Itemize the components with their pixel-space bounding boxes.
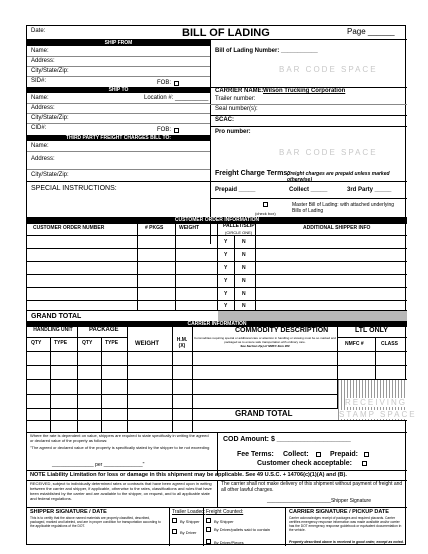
see-section-note: See Section 2(e) of NMFC Item 360 [240,344,290,348]
third-party-address: Address: [31,156,55,162]
barcode-space-2: BAR CODE SPACE [279,148,378,157]
no-option[interactable]: N [242,278,246,284]
col-line [50,337,51,432]
row-line [27,103,210,104]
ship-from-city: City/State/Zip: [31,68,69,74]
ship-from-address: Address: [31,58,55,64]
trailer-number: Trailer number: [215,96,256,102]
hm-header: H.M. (X) [176,337,188,349]
hu-qty-header: QTY [31,340,42,346]
trailer-by-shipper-label: By Shipper [180,519,200,524]
cod-amount: COD Amount: $ ___________________ [223,436,351,443]
freight-by-driver-pallets-checkbox[interactable] [206,527,211,532]
freight-by-driver-pallets-label: By Driver/pallets said to contain [214,527,271,532]
carrier-grand-total: GRAND TOTAL [235,409,293,418]
freight-counted-label: Freight Counted: [206,509,244,515]
fee-collect-checkbox[interactable] [316,452,321,457]
row-line [27,420,407,421]
col-additional-shipper-info: ADDITIONAL SHIPPER INFO [303,225,371,231]
declared-value-statement: "The agreed or declared value of the property is specifically stated by the shipper to be not exceeding [30,445,210,450]
no-option[interactable]: N [242,303,246,309]
row-line [27,66,210,67]
customer-check-checkbox[interactable] [362,461,367,466]
special-instructions: SPECIAL INSTRUCTIONS: [31,185,117,192]
col-customer-order-number: CUSTOMER ORDER NUMBER [33,225,105,231]
customer-check-label: Customer check acceptable: [257,460,352,467]
class-header: CLASS [381,341,398,347]
ship-from-bar: SHIP FROM [27,40,210,46]
row-line [27,300,407,301]
third-party-bar: THIRD PARTY FREIGHT CHARGES BILL TO: [27,135,210,141]
freight-terms-title: Freight Charge Terms: [215,170,290,177]
declared-value-per: _______________ per ______________" [52,462,145,468]
row-line [27,169,210,170]
ship-to-fob-label: FOB: [157,127,172,133]
bol-number-label: Bill of Lading Number: ___________ [215,48,318,54]
col-line [217,480,218,507]
row-line [210,104,407,105]
customer-grand-total: GRAND TOTAL [31,313,82,320]
pkg-type-header: TYPE [105,340,119,346]
yes-option[interactable]: Y [224,239,228,245]
yes-option[interactable]: Y [224,278,228,284]
row-line [27,113,210,114]
yes-option[interactable]: Y [224,303,228,309]
freight-by-shipper-checkbox[interactable] [206,518,211,523]
master-bol-text: Master Bill of Lading: with attached underlying Bills of Lading [292,202,395,214]
yes-option[interactable]: Y [224,265,228,271]
commodity-header: COMMODITY DESCRIPTION [235,327,329,334]
trailer-by-shipper-checkbox[interactable] [172,518,177,523]
stamp-space-label: STAMP SPACE [339,410,417,419]
row-line [27,507,407,508]
col-line [175,223,176,310]
fee-prepaid-checkbox[interactable] [364,452,369,457]
scac-label: SCAC: [215,117,234,123]
col-pkgs: # PKGS [145,225,164,231]
no-option[interactable]: N [242,252,246,258]
seal-numbers: Seal number(s): [215,106,258,112]
ship-to-name: Name: [31,95,49,101]
carrier-name-label: CARRIER NAME: [215,88,264,94]
row-line [27,123,210,124]
col-line [285,507,286,546]
carrier-info-bar: CARRIER INFORMATION [27,321,407,327]
ship-from-fob-label: FOB: [157,80,172,86]
ship-to-city: City/State/Zip: [31,115,69,121]
page-title: BILL OF LADING [182,27,270,39]
ship-from-sid: SID#: [31,78,47,84]
ship-to-fob-checkbox[interactable] [174,128,179,133]
col-pallet-slip: PALLET/SLIP [223,223,255,229]
pro-number-label: Pro number: [215,129,251,135]
page-number-label: Page ______ [347,27,395,36]
package-header: PACKAGE [89,327,119,333]
date-label: Date: [31,28,46,34]
liability-note: NOTE Liability Limitation for loss or damage in this shipment may be applicable. See 49 U.S.C. + 14706(c)(1)(A) and (B). [30,472,347,478]
carrier-name-value: Wilson Trucking Corporation [263,88,346,94]
fee-collect-label: Collect: [283,451,309,458]
no-option[interactable]: N [242,291,246,297]
shipper-signature-line: _______________________Shipper Signature [267,498,371,504]
col-line [169,507,170,546]
bill-of-lading-form [26,25,417,545]
row-line [27,76,210,77]
check-box-note: (check box) [255,211,276,216]
yes-option[interactable]: Y [224,291,228,297]
circle-one-note: (CIRCLE ONE) [225,230,253,235]
row-line [210,126,407,127]
ship-from-name: Name: [31,48,49,54]
col-line [101,337,102,432]
grand-total-shade [218,311,407,321]
col-line [217,432,218,475]
carrier-signature-title: CARRIER SIGNATURE / PICKUP DATE [289,509,389,515]
freight-by-driver-pieces-checkbox[interactable] [206,539,211,544]
received-text: RECEIVED, subject to individually determined rates or contracts that have been agreed upon in writing between the carrier and shipper, if applicable, otherwise to the rates, classifications and rules that have been established by the carrier and are available to the shipper, on request, and to all applicable state and federal regulations. [30,481,212,501]
fee-terms-label: Fee Terms: [237,451,274,458]
trailer-by-driver-label: By Driver [180,530,197,535]
row-line [27,394,337,395]
third-party-terms-label: 3rd Party _____ [347,187,392,193]
shipper-certify-text: This is to certify that the above named materials are properly classified, described, packaged, marked and labeled, and are in proper condition for transportation according to the applicable regulations of the DOT. [30,516,161,528]
col-weight: WEIGHT [179,225,199,231]
declared-value-text: Where the rate is dependent on value, shippers are required to state specifically in writing the agreed or declared value of the property as follows: [30,433,209,443]
carrier-certify-text: Carrier acknowledges receipt of packages and required placards. Carrier certifies emergency response information was made available and/or carrier has the DOT emergency response guidebook or equivalent documentation in the vehicle. [289,516,402,532]
ship-to-address: Address: [31,105,55,111]
row-line [27,56,210,57]
ship-to-location: Location #: __________ [144,95,209,101]
barcode-space-1: BAR CODE SPACE [279,65,378,74]
ship-to-cid: CID#: [31,125,47,131]
customer-order-bar: CUSTOMER ORDER INFORMATION [27,217,407,223]
delivery-text: The carrier shall not make delivery of this shipment without payment of freight and all other lawful charges. [221,481,403,493]
center-divider [210,39,211,244]
carrier-received-note: Property described above is received in good order, except as noted. [289,540,404,544]
row-line [27,274,407,275]
fee-prepaid-label: Prepaid: [330,451,359,458]
col-line [217,223,218,310]
no-option[interactable]: N [242,265,246,271]
nmfc-header: NMFC # [345,341,364,347]
handling-unit-header: HANDLING UNIT [33,327,73,333]
row-line [210,115,407,116]
master-bol-checkbox[interactable] [263,202,268,207]
weight-header: WEIGHT [135,341,159,347]
ship-from-fob-checkbox[interactable] [174,81,179,86]
row-line [210,198,407,199]
freight-terms-note: (freight charges are prepaid unless marked otherwise) [287,171,390,183]
prepaid-label: Prepaid _____ [215,187,256,193]
trailer-by-driver-checkbox[interactable] [172,529,177,534]
row-line [27,287,407,288]
row-line [27,365,407,366]
shipper-signature-title: SHIPPER SIGNATURE / DATE [30,509,107,515]
ltl-only-header: LTL ONLY [355,327,388,334]
row-line [27,248,407,249]
row-line [27,351,407,352]
col-line [234,235,235,310]
row-line [27,470,407,471]
no-option[interactable]: N [242,239,246,245]
receiving-label: RECEIVING [345,398,408,407]
yes-option[interactable]: Y [224,252,228,258]
freight-by-driver-pieces-label: By Driver/Pieces [214,540,244,545]
col-line [137,223,138,310]
trailer-loaded-label: Trailer Loaded: [172,509,206,515]
collect-label: Collect _____ [289,187,328,193]
hu-type-header: TYPE [54,340,68,346]
freight-by-shipper-label: By Shipper [214,519,234,524]
row-line [27,261,407,262]
col-line [255,223,256,310]
row-line [337,337,407,338]
third-party-city: City/State/Zip: [31,172,69,178]
third-party-name: Name: [31,143,49,149]
ship-to-bar: SHIP TO [27,87,210,93]
pkg-qty-header: QTY [82,340,93,346]
row-line [27,151,210,152]
commodity-note: Commodities requiring special or additional care or attention in handling or stowing must be so marked and packaged as to ensure safe transportation with ordinary care. [194,336,336,344]
